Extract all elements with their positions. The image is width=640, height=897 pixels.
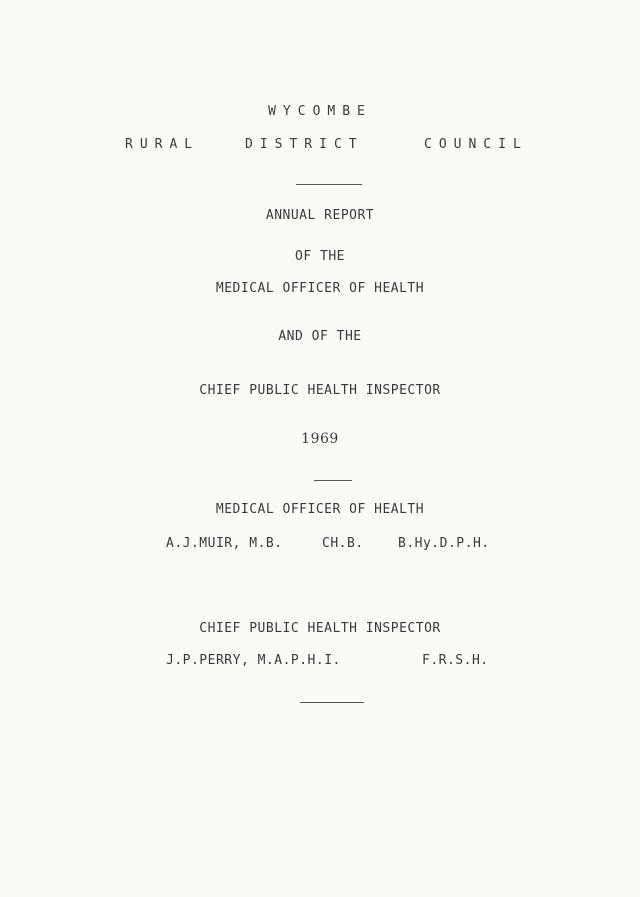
report-title-line-4: AND OF THE <box>278 329 362 344</box>
report-title-line-1: ANNUAL REPORT <box>265 208 375 223</box>
report-title-line-3: MEDICAL OFFICER OF HEALTH <box>215 281 425 296</box>
divider-top <box>296 184 362 185</box>
authority-type-word-2: DISTRICT <box>245 137 364 152</box>
cphi-name-part-2: F.R.S.H. <box>422 653 489 668</box>
divider-bottom <box>300 702 364 703</box>
report-year: 1969 <box>301 431 339 447</box>
authority-name: WYCOMBE <box>268 104 372 119</box>
moh-name-part-3: B.Hy.D.P.H. <box>398 536 490 551</box>
report-title-line-2: OF THE <box>295 249 345 264</box>
moh-title: MEDICAL OFFICER OF HEALTH <box>215 502 425 517</box>
moh-name-part-2: CH.B. <box>322 536 364 551</box>
divider-middle <box>314 480 352 481</box>
authority-type-word-1: RURAL <box>125 137 200 152</box>
cphi-name-part-1: J.P.PERRY, M.A.P.H.I. <box>166 653 341 668</box>
cphi-title: CHIEF PUBLIC HEALTH INSPECTOR <box>199 621 441 636</box>
authority-type-word-3: COUNCIL <box>424 137 528 152</box>
moh-name-part-1: A.J.MUIR, M.B. <box>166 536 283 551</box>
report-title-line-5: CHIEF PUBLIC HEALTH INSPECTOR <box>199 383 441 398</box>
